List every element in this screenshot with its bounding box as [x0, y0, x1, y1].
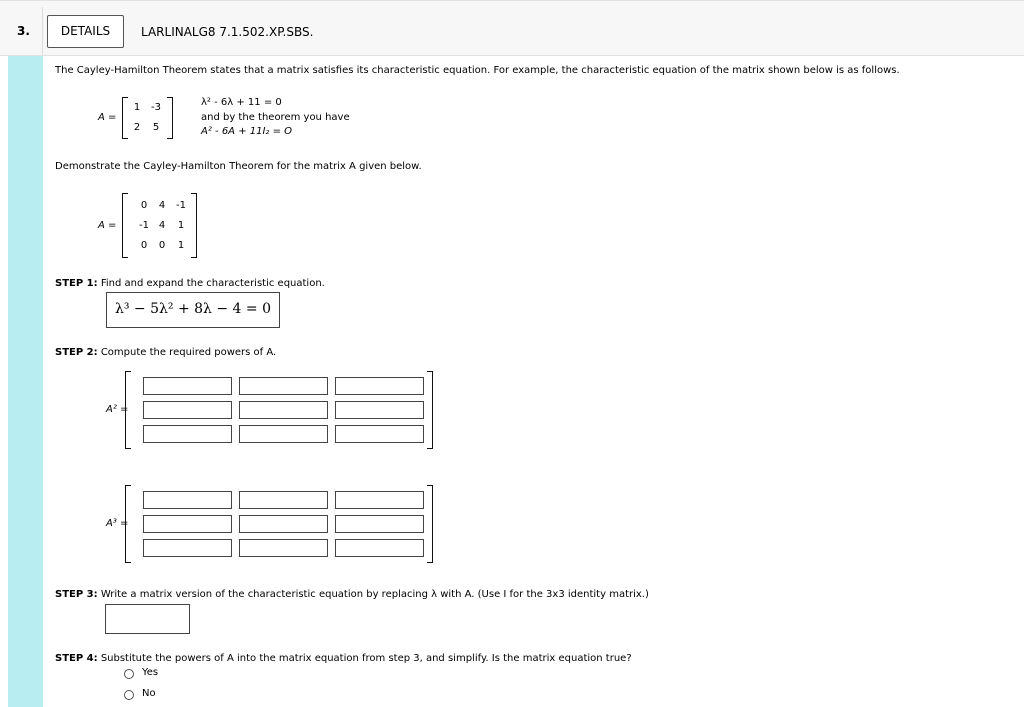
yes-radio[interactable] — [124, 669, 134, 679]
example-matrix-cell: -3 — [151, 102, 161, 113]
example-characteristic-equation: λ² - 6λ + 11 = 0 — [201, 97, 282, 108]
step2-label: STEP 2: — [55, 347, 98, 358]
a3-entry-input[interactable] — [335, 515, 424, 533]
no-radio[interactable] — [124, 690, 134, 700]
a2-right-bracket — [427, 371, 433, 449]
a2-entry-input[interactable] — [239, 425, 328, 443]
given-matrix-cell: 4 — [158, 220, 166, 231]
step3-label: STEP 3: — [55, 589, 98, 600]
given-matrix-left-bracket — [122, 193, 128, 258]
question-number: 3. — [17, 24, 30, 38]
given-matrix-cell: 4 — [158, 200, 166, 211]
a3-entry-input[interactable] — [239, 539, 328, 557]
step3-instruction — [55, 589, 649, 600]
example-matrix-right-bracket — [167, 97, 173, 139]
step1-label: STEP 1: — [55, 278, 98, 289]
a3-label: A³ = — [106, 518, 129, 529]
a2-entry-input[interactable] — [335, 425, 424, 443]
example-matrix-cell: 5 — [152, 122, 160, 133]
step1-text: Find and expand the characteristic equation. — [100, 278, 325, 289]
example-matrix-label: A = — [98, 112, 117, 123]
given-matrix-cell: -1 — [139, 220, 149, 231]
example-matrix-equation: A² - 6A + 11I₂ = O — [201, 126, 293, 137]
given-matrix-cell: 1 — [177, 240, 185, 251]
a2-label: A² = — [106, 404, 129, 415]
given-matrix-label: A = — [98, 220, 117, 231]
given-matrix-right-bracket — [191, 193, 197, 258]
demonstrate-text: Demonstrate the Cayley-Hamilton Theorem for the matrix A given below. — [55, 161, 422, 172]
question-header — [0, 0, 1024, 56]
example-matrix-left-bracket — [122, 97, 128, 139]
a3-entry-input[interactable] — [239, 515, 328, 533]
given-matrix-cell: 0 — [140, 200, 148, 211]
question-accent-bar — [8, 56, 43, 707]
a3-entry-input[interactable] — [143, 491, 232, 509]
step1-instruction — [55, 278, 325, 289]
given-matrix-cell: 0 — [158, 240, 166, 251]
example-matrix-cell: 1 — [133, 102, 141, 113]
a2-entry-input[interactable] — [143, 377, 232, 395]
step2-instruction — [55, 347, 276, 358]
intro-text: The Cayley-Hamilton Theorem states that a matrix satisfies its characteristic equation. For example, the characteristic equation of the matrix shown below is as follows. — [55, 65, 900, 76]
a2-entry-input[interactable] — [239, 377, 328, 395]
given-matrix-cell: -1 — [176, 200, 186, 211]
a3-entry-input[interactable] — [335, 491, 424, 509]
step2-text: Compute the required powers of A. — [100, 347, 277, 358]
example-matrix-cell: 2 — [133, 122, 141, 133]
a3-entry-input[interactable] — [335, 539, 424, 557]
a3-right-bracket — [427, 485, 433, 563]
step3-answer-input[interactable] — [105, 604, 190, 634]
a2-entry-input[interactable] — [335, 401, 424, 419]
a2-entry-input[interactable] — [143, 401, 232, 419]
question-id: LARLINALG8 7.1.502.XP.SBS. — [141, 25, 314, 39]
a2-entry-input[interactable] — [143, 425, 232, 443]
a2-entry-input[interactable] — [239, 401, 328, 419]
a2-left-bracket — [125, 371, 131, 449]
yes-option-label[interactable]: Yes — [142, 667, 159, 678]
a3-entry-input[interactable] — [239, 491, 328, 509]
step4-label: STEP 4: — [55, 653, 98, 664]
step3-text: Write a matrix version of the characteristic equation by replacing λ with A. (Use I for the 3x3 identity matrix.) — [100, 589, 649, 600]
a3-entry-input[interactable] — [143, 515, 232, 533]
example-theorem-text: and by the theorem you have — [201, 112, 350, 123]
no-option-label[interactable]: No — [142, 688, 156, 699]
a3-entry-input[interactable] — [143, 539, 232, 557]
header-divider — [42, 7, 43, 55]
step1-answer-value: λ³ − 5λ² + 8λ − 4 = 0 — [115, 301, 271, 317]
step4-text: Substitute the powers of A into the matrix equation from step 3, and simplify. Is the matrix equation true? — [100, 653, 632, 664]
details-button[interactable]: DETAILS — [47, 15, 124, 48]
a3-left-bracket — [125, 485, 131, 563]
step1-answer-field[interactable] — [106, 292, 280, 328]
given-matrix-cell: 0 — [140, 240, 148, 251]
a2-entry-input[interactable] — [335, 377, 424, 395]
given-matrix-cell: 1 — [177, 220, 185, 231]
step4-instruction — [55, 653, 632, 664]
